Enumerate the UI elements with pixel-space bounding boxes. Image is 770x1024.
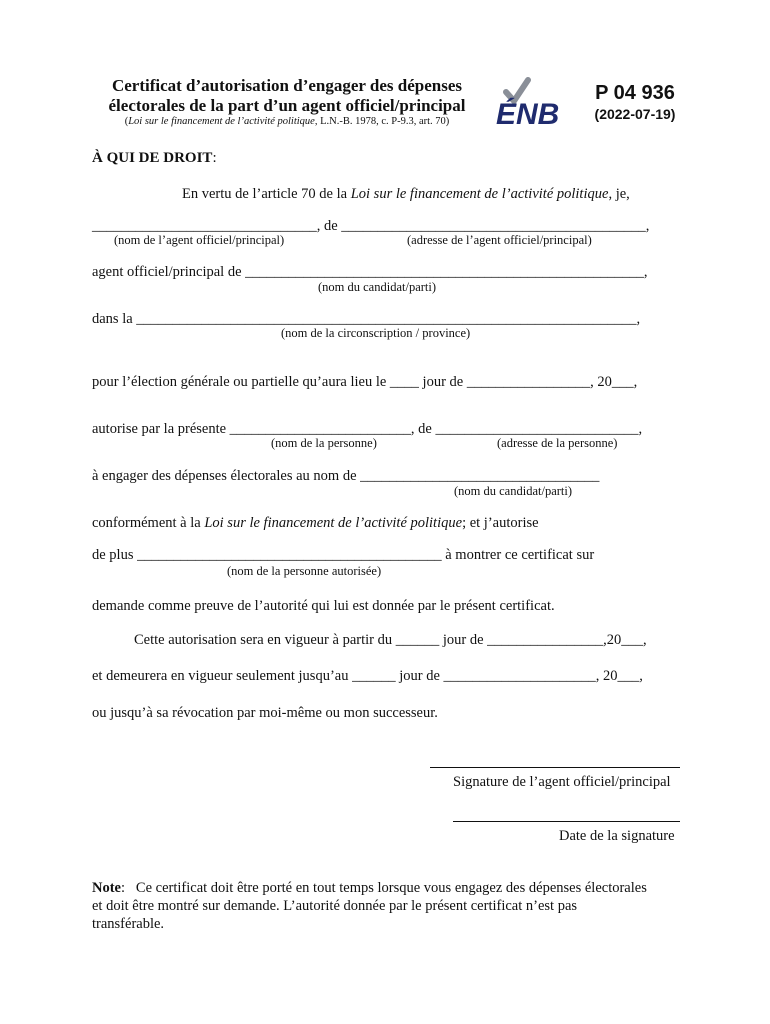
note-text-1: Ce certificat doit être porté en tout temps lorsque vous engagez des dépenses électorales — [135, 880, 647, 896]
authorized-person-line: autorise par la présente _________________________, de ____________________________, — [92, 421, 643, 437]
heading-colon: : — [212, 150, 217, 166]
note-line-3: transférable. — [92, 916, 165, 932]
person-name-caption: (nom de la personne) — [271, 436, 377, 450]
signature-line — [430, 767, 680, 768]
effective-from-line: Cette autorisation sera en vigueur à partir du ______ jour de ________________,20___, — [134, 632, 647, 648]
election-date-line: pour l’élection générale ou partielle qu’aura lieu le ____ jour de _________________, 20___, — [92, 374, 638, 390]
signature-label: Signature de l’agent officiel/principal — [453, 774, 671, 790]
subtitle-open: ( — [124, 116, 129, 127]
intro-post: , je, — [608, 186, 630, 202]
title-line-2: électorales de la part d’un agent officiel/principal — [108, 96, 466, 115]
logo-text: ÉNB — [496, 98, 560, 130]
candidate-caption: (nom du candidat/parti) — [318, 280, 437, 294]
note-label: Note — [92, 880, 121, 896]
addressee-heading — [92, 150, 217, 167]
show-certificate-line: de plus __________________________________________ à montrer ce certificat sur — [92, 547, 595, 563]
person-address-caption: (adresse de la personne) — [497, 436, 618, 450]
agent-address-caption: (adresse de l’agent officiel/principal) — [407, 233, 592, 247]
candidate-line: agent officiel/principal de _______________________________________________________, — [92, 264, 648, 280]
form-date: (2022-07-19) — [594, 106, 676, 122]
expenses-caption: (nom du candidat/parti) — [454, 484, 573, 498]
expenses-line: à engager des dépenses électorales au nom de _________________________________ — [92, 468, 600, 484]
intro-law-name: Loi sur le financement de l’activité politique — [350, 186, 609, 202]
conformity-post: ; et j’autorise — [462, 515, 539, 531]
conformity-pre: conformément à la — [92, 515, 205, 531]
subtitle-law-name: Loi sur le financement de l’activité politique — [128, 116, 315, 127]
heading-text: À QUI DE DROIT — [92, 150, 213, 166]
conformity-line — [92, 515, 539, 532]
riding-caption: (nom de la circonscription / province) — [281, 326, 471, 340]
date-line — [453, 821, 680, 822]
enb-logo — [494, 74, 566, 130]
authorized-person-caption: (nom de la personne autorisée) — [227, 564, 382, 578]
form-code: P 04 936 — [595, 82, 675, 104]
agent-line: _______________________________, de __________________________________________, — [92, 218, 650, 234]
riding-line: dans la _____________________________________________________________________, — [92, 311, 641, 327]
note-colon: : — [121, 880, 126, 896]
intro-pre: En vertu de l’article 70 de la — [182, 186, 351, 202]
note-line-2: et doit être montré sur demande. L’autorité donnée par le présent certificat n’est pas — [92, 898, 578, 914]
agent-name-caption: (nom de l’agent officiel/principal) — [114, 233, 285, 247]
checkmark-icon — [494, 74, 566, 130]
proof-line: demande comme preuve de l’autorité qui lui est donnée par le présent certificat. — [92, 598, 555, 614]
form-title — [92, 76, 482, 116]
title-line-1: Certificat d’autorisation d’engager des dépenses — [111, 76, 463, 95]
revocation-line: ou jusqu’à sa révocation par moi-même ou mon successeur. — [92, 705, 438, 721]
effective-until-line: et demeurera en vigueur seulement jusqu’au ______ jour de _____________________, 20___, — [92, 668, 643, 684]
conformity-law-name: Loi sur le financement de l’activité politique — [204, 515, 463, 531]
date-label: Date de la signature — [559, 828, 675, 844]
note-line-1 — [92, 880, 647, 897]
intro-line — [182, 186, 630, 203]
subtitle-reference: , L.N.-B. 1978, c. P-9.3, art. 70) — [314, 116, 450, 127]
form-subtitle — [92, 116, 482, 127]
